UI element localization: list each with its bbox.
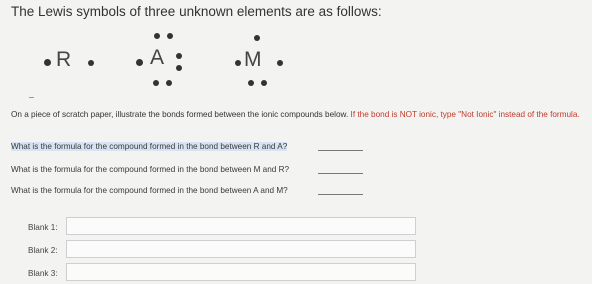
- element-symbol-m: M: [244, 48, 262, 71]
- question-3-text: What is the formula for the compound formed in the bond between A and M?: [11, 186, 288, 195]
- question-3: [11, 186, 288, 195]
- valence-dot: [44, 59, 51, 66]
- valence-dot: [254, 35, 260, 41]
- valence-dot: [88, 60, 94, 66]
- blank-2-label: Blank 2:: [28, 246, 58, 255]
- blank-2-input[interactable]: [66, 240, 416, 258]
- instructions: [11, 110, 586, 120]
- question-1: [11, 142, 287, 151]
- blank-3-label: Blank 3:: [28, 269, 58, 278]
- answer-line-3: [318, 194, 363, 195]
- question-2-text: What is the formula for the compound formed in the bond between M and R?: [11, 165, 290, 174]
- blank-1-input[interactable]: [66, 217, 416, 235]
- instructions-warning: If the bond is NOT ionic, type "Not Ionic" instead of the formula.: [350, 110, 580, 119]
- element-symbol-r: R: [56, 48, 72, 71]
- valence-dot: [277, 60, 283, 66]
- blank-1-label: Blank 1:: [28, 223, 58, 232]
- valence-dot: [176, 65, 182, 71]
- valence-dot: [136, 59, 143, 66]
- element-symbol-a: A: [150, 46, 165, 69]
- valence-dot: [248, 80, 254, 86]
- question-title: The Lewis symbols of three unknown elements are as follows:: [11, 4, 382, 19]
- valence-dot: [261, 80, 267, 86]
- valence-dot: [235, 60, 241, 66]
- blank-3-input[interactable]: [66, 263, 416, 281]
- valence-dot: [167, 33, 173, 39]
- divider-mark: [29, 97, 34, 98]
- answer-line-1: [318, 150, 363, 151]
- instructions-text: On a piece of scratch paper, illustrate the bonds formed between the ionic compounds below.: [11, 110, 349, 119]
- valence-dot: [154, 33, 160, 39]
- valence-dot: [176, 53, 182, 59]
- question-1-text: What is the formula for the compound formed in the bond between R and A?: [11, 142, 288, 151]
- question-2: [11, 165, 289, 174]
- valence-dot: [153, 80, 159, 86]
- answer-line-2: [318, 173, 363, 174]
- valence-dot: [166, 80, 172, 86]
